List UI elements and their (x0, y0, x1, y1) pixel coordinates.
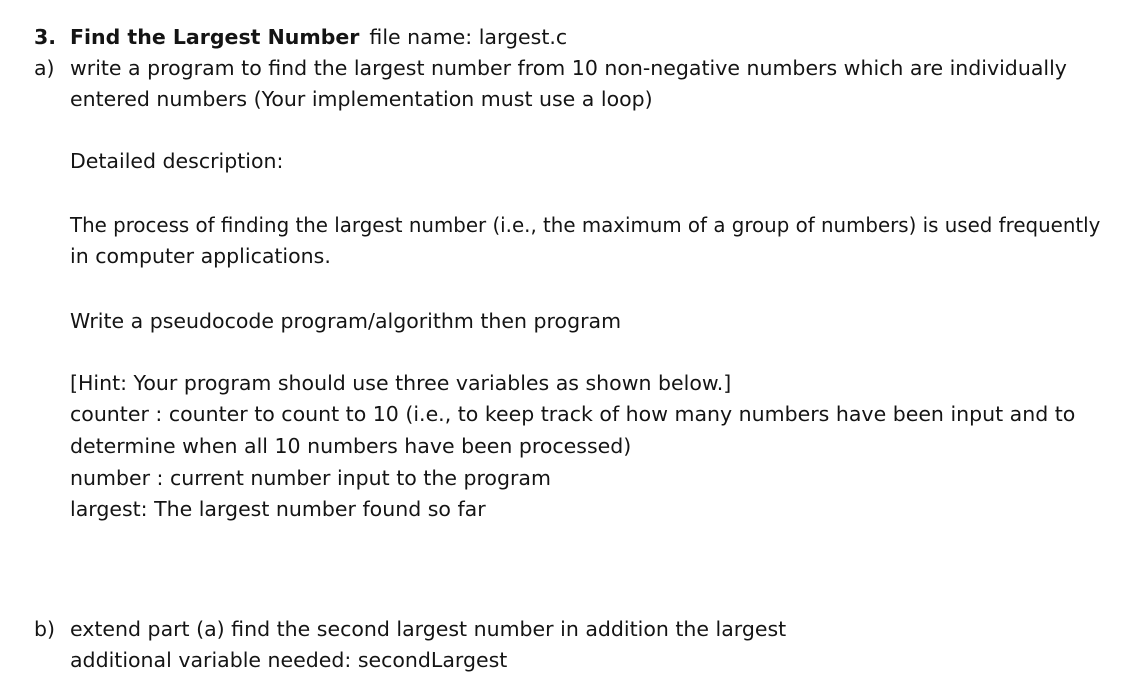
problem-number: 3. (34, 25, 57, 49)
number-variable-line: number : current number input to the program (70, 466, 551, 490)
file-name-label: file name: largest.c (369, 25, 568, 49)
largest-variable-line: largest: The largest number found so far (70, 497, 486, 521)
part-a-marker: a) (34, 56, 55, 80)
part-a-line-2: entered numbers (Your implementation must use a loop) (70, 87, 653, 111)
hint-line: [Hint: Your program should use three variables as shown below.] (70, 371, 732, 395)
part-a-line-1: write a program to find the largest number from 10 non-negative numbers which are individually (70, 56, 1067, 80)
part-b-line-1: extend part (a) find the second largest number in addition the largest (70, 617, 787, 641)
pseudocode-line: Write a pseudocode program/algorithm then program (70, 309, 622, 333)
detailed-description-heading: Detailed description: (70, 149, 284, 173)
problem-title: Find the Largest Number (70, 25, 360, 49)
counter-line-2: determine when all 10 numbers have been processed) (70, 434, 632, 458)
part-b-marker: b) (34, 617, 56, 641)
problem-title-row (70, 22, 567, 53)
process-line-2: in computer applications. (70, 244, 331, 268)
process-line-1: The process of finding the largest number (i.e., the maximum of a group of numbers) is used frequently (70, 213, 1101, 237)
part-b-line-2: additional variable needed: secondLargest (70, 648, 508, 672)
counter-line-1: counter : counter to count to 10 (i.e., to keep track of how many numbers have been input and to (70, 402, 1076, 426)
